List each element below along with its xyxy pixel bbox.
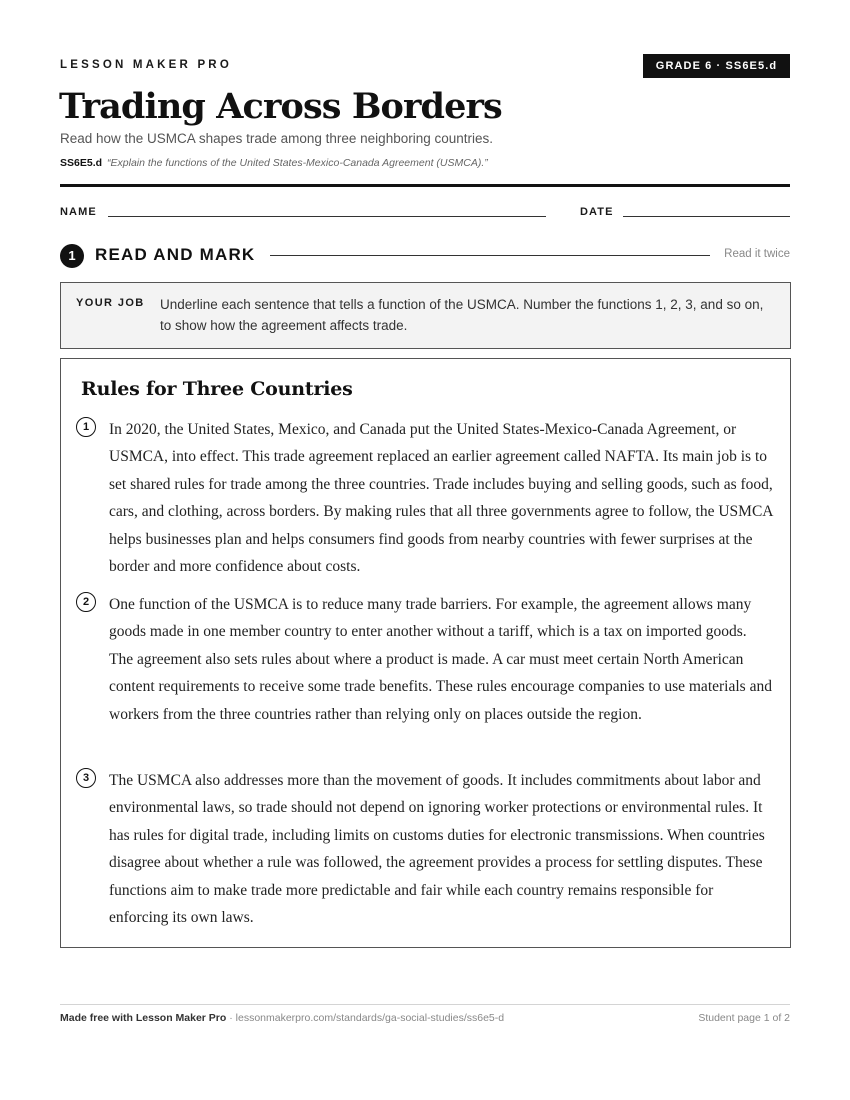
footer-divider bbox=[60, 1004, 790, 1005]
paragraph-number-badge: 3 bbox=[76, 768, 96, 788]
reading-title: Rules for Three Countries bbox=[81, 378, 353, 400]
date-field[interactable] bbox=[623, 216, 790, 217]
instructions-text: Underline each sentence that tells a function of the USMCA. Number the functions 1, 2, 3, and so on, to show how the agreement affects trade. bbox=[160, 297, 764, 333]
reading-passage-box bbox=[60, 358, 791, 948]
paragraph-text: One function of the USMCA is to reduce many trade barriers. For example, the agreement allows many goods made in one member country to enter another without a tariff, which is a tax on imported goods. The agreement also sets rules about where a product is made. A car must meet certain North American content requirements to receive some trade benefits. These rules encourage companies to use materials and workers from the three countries rather than relying only on places outside the region. bbox=[109, 596, 772, 723]
instructions-box bbox=[60, 282, 791, 349]
standard-code: SS6E5.d bbox=[60, 157, 103, 169]
footer-made-with: Made free with Lesson Maker Pro bbox=[60, 1012, 227, 1024]
standard-line bbox=[60, 157, 488, 169]
brand-name: LESSON MAKER PRO bbox=[60, 59, 232, 71]
name-label: NAME bbox=[60, 206, 97, 218]
name-field[interactable] bbox=[108, 216, 546, 217]
worksheet-title: Trading Across Borders bbox=[59, 86, 502, 127]
section-divider bbox=[270, 255, 710, 256]
instructions-label: YOUR JOB bbox=[76, 297, 145, 309]
standard-quote: “Explain the functions of the United States-Mexico-Canada Agreement (USMCA).” bbox=[107, 157, 488, 169]
footer-page-number: Student page 1 of 2 bbox=[698, 1012, 790, 1024]
paragraph-text: The USMCA also addresses more than the movement of goods. It includes commitments about labor and environmental laws, so trade should not depend on ignoring worker protections or environmental rules. It has rules for digital trade, including limits on customs duties for electronic transmissions. When countries disagree about whether a rule was followed, the agreement provides a process for settling disputes. These functions aim to make trade more predictable and fair while each country remains responsible for enforcing its own laws. bbox=[109, 772, 765, 927]
paragraph-text: In 2020, the United States, Mexico, and Canada put the United States-Mexico-Canada Agreement, or USMCA, into effect. This trade agreement replaced an earlier agreement called NAFTA. Its main job is to set shared rules for trade among the three countries. Trade includes buying and selling goods, such as food, cars, and clothing, across borders. By making rules that all three governments agree to follow, the USMCA helps businesses plan and helps consumers find goods from nearby countries with fewer surprises at the border and more confidence about costs. bbox=[109, 421, 773, 576]
section-number-badge: 1 bbox=[60, 244, 84, 268]
paragraph-number-badge: 2 bbox=[76, 592, 96, 612]
header-divider bbox=[60, 184, 790, 187]
section-note: Read it twice bbox=[724, 248, 790, 260]
date-label: DATE bbox=[580, 206, 614, 218]
footer-credit bbox=[60, 1012, 504, 1024]
footer-url: · lessonmakerpro.com/standards/ga-social-studies/ss6e5-d bbox=[226, 1012, 505, 1024]
worksheet-subtitle: Read how the USMCA shapes trade among three neighboring countries. bbox=[60, 131, 494, 146]
section-title: READ AND MARK bbox=[95, 245, 256, 264]
grade-standard-badge: GRADE 6 · SS6E5.d bbox=[643, 54, 790, 78]
paragraph-number-badge: 1 bbox=[76, 417, 96, 437]
